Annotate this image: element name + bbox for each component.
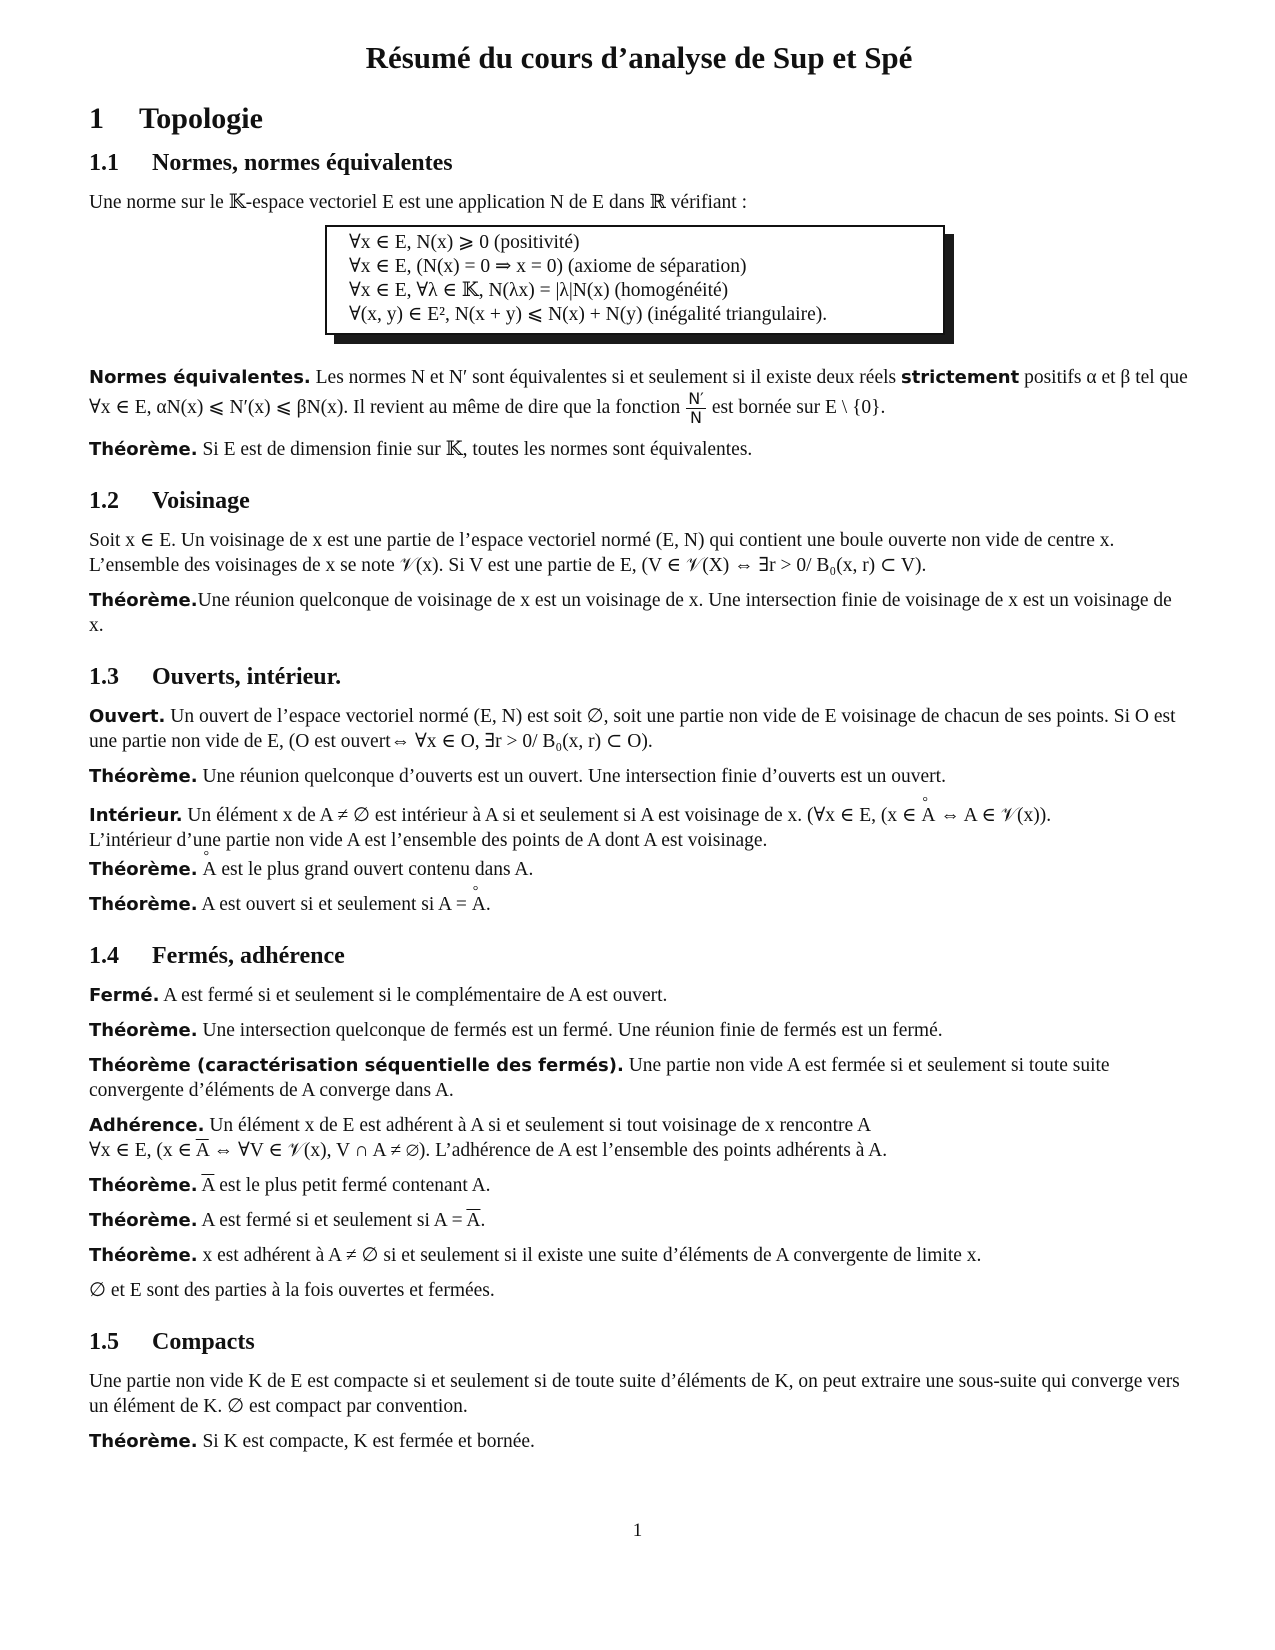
theorem-label: Théorème. xyxy=(89,1020,198,1041)
theorem-text: A est fermé si et seulement si A = xyxy=(197,1210,467,1231)
subsection-number: 1.3 xyxy=(89,664,119,690)
theorem-text: . xyxy=(485,894,491,915)
subsection-heading-1-5 xyxy=(89,1327,1189,1357)
theorem-text: Une partie non vide A est fermée si et seulement si toute suite convergente d’éléments de A converge dans A. xyxy=(89,1055,1110,1101)
subsection-title: Ouverts, intérieur. xyxy=(152,664,342,690)
subsection-number: 1.4 xyxy=(89,943,119,969)
paragraph-text: ⇔ ∀V ∈ 𝒱(x), V ∩ A ≠ ∅). L’adhérence de A est l’ensemble des points adhérents à A. xyxy=(208,1140,888,1161)
fraction xyxy=(686,390,706,427)
axiom-triangle: ∀(x, y) ∈ E², N(x + y) ⩽ N(x) + N(y) (inégalité triangulaire). xyxy=(349,304,828,325)
open-set-definition xyxy=(89,704,1189,754)
theorem-closed-sets xyxy=(89,1018,1189,1043)
axiom-homogeneity: ∀x ∈ E, ∀λ ∈ 𝕂, N(λx) = |λ|N(x) (homogénéité) xyxy=(349,280,729,301)
paragraph-text: ⇔ A ∈ 𝒱(x)). xyxy=(935,805,1052,826)
subsection-heading-1-2 xyxy=(89,486,1189,516)
closure-symbol: $\overline{A}$ xyxy=(195,1140,209,1161)
paragraph-text: Les normes N et N′ sont équivalentes si et seulement si il existe deux réels xyxy=(310,367,901,388)
theorem-text: Si K est compacte, K est fermée et bornée. xyxy=(197,1431,535,1452)
neighbourhood-notation: L’ensemble des voisinages de x se note 𝒱(x). Si V est une partie de E, (V ∈ 𝒱(X) ⇔ ∃r > 0/ B₀(x, r) ⊂ V). xyxy=(89,555,927,576)
subsection-title: Compacts xyxy=(152,1329,255,1355)
norm-axioms-box xyxy=(325,225,945,335)
emphasis: strictement xyxy=(900,367,1020,388)
theorem-label: Théorème. xyxy=(89,1175,198,1196)
theorem-interior-largest xyxy=(89,857,1189,882)
paragraph-text: A est fermé si et seulement si le complémentaire de A est ouvert. xyxy=(159,985,668,1006)
interior-symbol: ° A xyxy=(202,857,216,882)
page-number: 1 xyxy=(632,1520,643,1541)
theorem-neighbourhood xyxy=(89,588,1189,638)
theorem-label: Théorème. xyxy=(89,1431,198,1452)
norm-intro: Une norme sur le 𝕂-espace vectoriel E est une application N de E dans ℝ vérifiant : xyxy=(89,192,748,213)
subsection-number: 1.1 xyxy=(89,150,119,176)
fraction-denominator: N xyxy=(690,408,702,427)
theorem-label: Théorème (caractérisation séquentielle des fermés). xyxy=(89,1055,624,1076)
paragraph-text: Un ouvert de l’espace vectoriel normé (E, N) est soit ∅, soit une partie non vide de E voisinage de chacun de ses points. Si O est une partie non vide de E, (O est ouvert⇔ ∀x ∈ O, ∃r > 0/ B₀(x, r) ⊂ O). xyxy=(89,706,1176,752)
subsection-heading-1-1 xyxy=(89,148,1189,178)
section-number: 1 xyxy=(89,102,104,135)
theorem-finite-dimension xyxy=(89,437,1189,462)
subsection-title: Fermés, adhérence xyxy=(152,943,345,969)
theorem-label: Théorème. xyxy=(89,766,198,787)
paragraph-text: L’intérieur d’une partie non vide A est l’ensemble des points de A dont A est voisinage. xyxy=(89,830,768,851)
subsection-number: 1.2 xyxy=(89,488,119,514)
theorem-open-sets xyxy=(89,764,1189,789)
subsection-heading-1-3 xyxy=(89,662,1189,692)
theorem-text: Une réunion quelconque d’ouverts est un ouvert. Une intersection finie d’ouverts est un ouvert. xyxy=(197,766,946,787)
box-frame xyxy=(325,225,945,335)
theorem-label: Théorème. xyxy=(89,1210,198,1231)
theorem-sequential-characterization xyxy=(89,1053,1189,1103)
theorem-text: Une intersection quelconque de fermés est un fermé. Une réunion finie de fermés est un fermé. xyxy=(197,1020,943,1041)
paragraph-text: positifs α et β tel que ∀x ∈ E, αN(x) ⩽ N′(x) ⩽ βN(x). Il revient au même de dire que la fonction xyxy=(89,367,1188,418)
document-title: Résumé du cours d’analyse de Sup et Spé xyxy=(365,40,913,75)
subsection-heading-1-4 xyxy=(89,941,1189,971)
compact-definition: Une partie non vide K de E est compacte si et seulement si de toute suite d’éléments de K, on peut extraire une sous-suite qui converge vers un élément de K. ∅ est compact par convention. xyxy=(89,1371,1180,1417)
closure-definition xyxy=(89,1113,1189,1163)
theorem-label: Théorème. xyxy=(89,590,198,611)
theorem-text: x est adhérent à A ≠ ∅ si et seulement si il existe une suite d’éléments de A convergente de limite x. xyxy=(197,1245,982,1266)
subsection-title: Normes, normes équivalentes xyxy=(152,150,453,176)
subsection-number: 1.5 xyxy=(89,1329,119,1355)
theorem-open-iff xyxy=(89,892,1189,917)
interior-definition xyxy=(89,803,1189,853)
theorem-compact xyxy=(89,1429,1189,1454)
document-body xyxy=(89,38,1189,1464)
theorem-label: Théorème. xyxy=(89,439,198,460)
theorem-text: est le plus grand ouvert contenu dans A. xyxy=(216,859,534,880)
paragraph-text: Un élément x de A ≠ ∅ est intérieur à A si et seulement si A est voisinage de x. (∀x ∈ E, (x ∈ xyxy=(182,805,922,826)
section-title: Topologie xyxy=(139,102,263,135)
closure-symbol: $\overline{A}$ xyxy=(466,1210,481,1231)
theorem-closed-iff xyxy=(89,1208,1189,1233)
theorem-adherent-sequence xyxy=(89,1243,1189,1268)
paragraph-label: Intérieur. xyxy=(89,805,183,826)
open-and-closed-note: ∅ et E sont des parties à la fois ouvertes et fermées. xyxy=(89,1280,495,1301)
fraction-numerator: N′ xyxy=(688,389,704,408)
paragraph-label: Adhérence. xyxy=(89,1115,205,1136)
theorem-text: . xyxy=(480,1210,486,1231)
paragraph-label: Fermé. xyxy=(89,985,160,1006)
paragraph-label: Normes équivalentes. xyxy=(89,367,311,388)
theorem-text: Une réunion quelconque de voisinage de x est un voisinage de x. Une intersection finie de voisinage de x est un voisinage de x. xyxy=(89,590,1172,636)
theorem-label: Théorème. xyxy=(89,894,198,915)
closed-set-definition xyxy=(89,983,1189,1008)
theorem-closure-smallest xyxy=(89,1173,1189,1198)
paragraph-text: Un élément x de E est adhérent à A si et seulement si tout voisinage de x rencontre A xyxy=(204,1115,872,1136)
axiom-positivity: ∀x ∈ E, N(x) ⩾ 0 (positivité) xyxy=(349,232,580,253)
closure-symbol: $\overline{A}$ xyxy=(201,1175,215,1196)
equivalent-norms-paragraph xyxy=(89,365,1189,427)
theorem-text: est le plus petit fermé contenant A. xyxy=(214,1175,491,1196)
interior-symbol: ° A xyxy=(921,803,935,828)
theorem-text: Si E est de dimension finie sur 𝕂, toutes les normes sont équivalentes. xyxy=(197,439,753,460)
interior-symbol: ° A xyxy=(472,892,486,917)
theorem-label: Théorème. xyxy=(89,859,198,880)
paragraph-text: ∀x ∈ E, (x ∈ xyxy=(89,1140,196,1161)
axiom-separation: ∀x ∈ E, (N(x) = 0 ⇒ x = 0) (axiome de séparation) xyxy=(349,256,747,277)
theorem-text: A est ouvert si et seulement si A = xyxy=(197,894,472,915)
theorem-label: Théorème. xyxy=(89,1245,198,1266)
subsection-title: Voisinage xyxy=(152,488,250,514)
paragraph-text: est bornée sur E \ {0}. xyxy=(711,396,886,418)
neighbourhood-definition: Soit x ∈ E. Un voisinage de x est une partie de l’espace vectoriel normé (E, N) qui contient une boule ouverte non vide de centre x. xyxy=(89,530,1115,551)
paragraph-label: Ouvert. xyxy=(89,706,166,727)
section-heading xyxy=(89,100,1189,138)
